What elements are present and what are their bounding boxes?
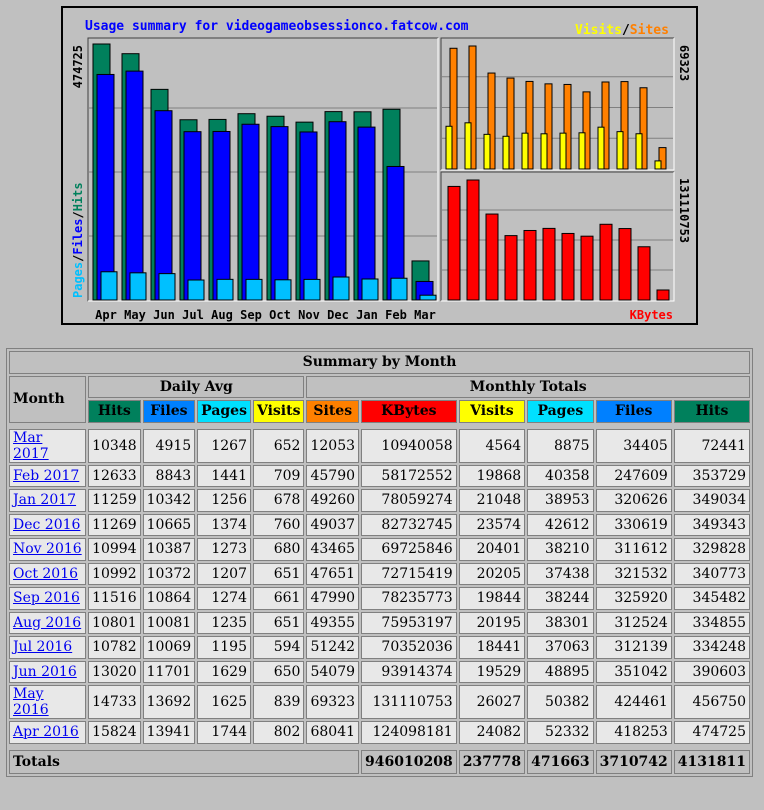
month-link[interactable]: Jan 2017 <box>13 492 77 509</box>
cell-d-visits: 839 <box>253 685 304 719</box>
kbytes-bar <box>657 290 669 300</box>
month-cell <box>9 587 86 610</box>
cell-d-files: 8843 <box>143 465 196 488</box>
files-bar <box>329 122 346 300</box>
cell-d-files: 10387 <box>143 538 196 561</box>
month-header: Month <box>9 376 86 423</box>
cell-pages: 37438 <box>527 563 593 586</box>
cell-d-hits: 10801 <box>88 612 141 635</box>
month-link[interactable]: Jun 2016 <box>13 663 77 680</box>
usage-chart-svg <box>63 8 696 323</box>
cell-kbytes: 75953197 <box>361 612 457 635</box>
kbytes-bar <box>448 186 460 300</box>
cell-visits: 19844 <box>459 587 525 610</box>
cell-hits: 334248 <box>674 636 750 659</box>
cell-visits: 20205 <box>459 563 525 586</box>
cell-pages: 38301 <box>527 612 593 635</box>
cell-sites: 69323 <box>306 685 359 719</box>
kbytes-bar <box>562 233 574 300</box>
x-tick-label: Mar <box>414 308 436 322</box>
pages-bar <box>304 279 320 300</box>
cell-files: 418253 <box>596 721 672 744</box>
cell-d-visits: 802 <box>253 721 304 744</box>
cell-hits: 329828 <box>674 538 750 561</box>
cell-kbytes: 82732745 <box>361 514 457 537</box>
cell-d-files: 10372 <box>143 563 196 586</box>
cell-d-visits: 760 <box>253 514 304 537</box>
kbytes-label: KBytes <box>629 308 673 322</box>
visits-bar <box>617 132 623 169</box>
cell-kbytes: 69725846 <box>361 538 457 561</box>
x-tick-label: Aug <box>211 308 233 322</box>
legend-sites: Sites <box>629 23 669 38</box>
month-cell <box>9 514 86 537</box>
cell-files: 34405 <box>596 429 672 463</box>
cell-d-hits: 12633 <box>88 465 141 488</box>
x-tick-label: Sep <box>240 308 262 322</box>
cell-d-visits: 652 <box>253 429 304 463</box>
x-tick-label: Jul <box>182 308 204 322</box>
x-tick-label: Feb <box>385 308 407 322</box>
x-tick-label: May <box>124 308 146 322</box>
x-tick-label: Nov <box>298 308 320 322</box>
cell-sites: 12053 <box>306 429 359 463</box>
cell-d-hits: 11259 <box>88 489 141 512</box>
cell-pages: 52332 <box>527 721 593 744</box>
cell-kbytes: 10940058 <box>361 429 457 463</box>
total-files: 3710742 <box>596 750 672 774</box>
cell-kbytes: 72715419 <box>361 563 457 586</box>
cell-visits: 21048 <box>459 489 525 512</box>
col-daily-visits: Visits <box>253 400 304 423</box>
cell-hits: 340773 <box>674 563 750 586</box>
month-cell <box>9 489 86 512</box>
cell-files: 321532 <box>596 563 672 586</box>
pages-bar <box>246 279 262 300</box>
visits-bar <box>446 126 452 169</box>
axis-label-hits: Hits <box>71 182 85 212</box>
cell-kbytes: 78235773 <box>361 587 457 610</box>
cell-hits: 390603 <box>674 661 750 684</box>
table-row <box>9 489 750 512</box>
cell-pages: 37063 <box>527 636 593 659</box>
cell-d-visits: 650 <box>253 661 304 684</box>
x-tick-label: Jan <box>356 308 378 322</box>
cell-pages: 8875 <box>527 429 593 463</box>
cell-d-pages: 1629 <box>197 661 251 684</box>
cell-sites: 49037 <box>306 514 359 537</box>
month-cell <box>9 661 86 684</box>
cell-d-visits: 651 <box>253 612 304 635</box>
pages-bar <box>333 277 349 300</box>
cell-pages: 38953 <box>527 489 593 512</box>
cell-hits: 456750 <box>674 685 750 719</box>
cell-d-hits: 14733 <box>88 685 141 719</box>
cell-hits: 345482 <box>674 587 750 610</box>
cell-files: 247609 <box>596 465 672 488</box>
cell-visits: 24082 <box>459 721 525 744</box>
cell-files: 312139 <box>596 636 672 659</box>
cell-kbytes: 124098181 <box>361 721 457 744</box>
summary-table <box>6 348 753 777</box>
graph-legend <box>575 23 669 38</box>
cell-hits: 72441 <box>674 429 750 463</box>
cell-kbytes: 93914374 <box>361 661 457 684</box>
cell-d-visits: 709 <box>253 465 304 488</box>
pages-bar <box>130 273 146 300</box>
cell-d-files: 13941 <box>143 721 196 744</box>
cell-d-pages: 1207 <box>197 563 251 586</box>
table-row <box>9 538 750 561</box>
cell-visits: 4564 <box>459 429 525 463</box>
table-row <box>9 612 750 635</box>
col-sites: Sites <box>306 400 359 423</box>
cell-files: 424461 <box>596 685 672 719</box>
pages-bar <box>391 278 407 300</box>
cell-d-hits: 11516 <box>88 587 141 610</box>
cell-d-pages: 1195 <box>197 636 251 659</box>
legend-separator: / <box>621 23 630 38</box>
x-tick-label: Jun <box>153 308 175 322</box>
cell-hits: 474725 <box>674 721 750 744</box>
table-row <box>9 429 750 463</box>
kbytes-bar <box>638 247 650 300</box>
monthly-totals-header: Monthly Totals <box>306 376 750 399</box>
cell-sites: 51242 <box>306 636 359 659</box>
table-row <box>9 514 750 537</box>
cell-pages: 38244 <box>527 587 593 610</box>
cell-kbytes: 78059274 <box>361 489 457 512</box>
kbytes-bar <box>581 236 593 300</box>
cell-sites: 54079 <box>306 661 359 684</box>
daily-avg-header: Daily Avg <box>88 376 304 399</box>
month-link[interactable]: Feb 2017 <box>13 467 80 484</box>
month-cell <box>9 563 86 586</box>
month-link[interactable]: Apr 2016 <box>13 724 79 741</box>
cell-d-hits: 10992 <box>88 563 141 586</box>
table-row <box>9 465 750 488</box>
kbytes-bar <box>600 224 612 300</box>
visits-bar <box>522 133 528 169</box>
visits-bar <box>579 133 585 169</box>
kbytes-bar <box>467 180 479 300</box>
table-row <box>9 563 750 586</box>
cell-hits: 353729 <box>674 465 750 488</box>
pages-bar <box>159 274 175 300</box>
cell-d-hits: 10348 <box>88 429 141 463</box>
right-top-max-label: 69323 <box>677 45 691 82</box>
cell-files: 351042 <box>596 661 672 684</box>
cell-d-pages: 1625 <box>197 685 251 719</box>
files-bar <box>213 131 230 300</box>
cell-visits: 19868 <box>459 465 525 488</box>
cell-d-pages: 1235 <box>197 612 251 635</box>
cell-d-pages: 1744 <box>197 721 251 744</box>
summary-title: Summary by Month <box>9 351 750 374</box>
totals-label: Totals <box>9 750 359 774</box>
files-bar <box>271 127 288 300</box>
col-kbytes: KBytes <box>361 400 457 423</box>
cell-d-files: 10069 <box>143 636 196 659</box>
right-bottom-max-label: 131110753 <box>677 178 691 244</box>
table-row <box>9 661 750 684</box>
month-cell <box>9 429 86 463</box>
month-link[interactable]: Oct 2016 <box>13 565 79 582</box>
axis-label-files: Files <box>71 218 85 255</box>
cell-sites: 68041 <box>306 721 359 744</box>
cell-files: 325920 <box>596 587 672 610</box>
cell-visits: 20195 <box>459 612 525 635</box>
files-bar <box>300 132 317 300</box>
files-bar <box>155 111 172 300</box>
files-bar <box>358 127 375 300</box>
usage-graph <box>61 6 698 325</box>
cell-sites: 49355 <box>306 612 359 635</box>
cell-files: 330619 <box>596 514 672 537</box>
legend-visits: Visits <box>575 23 622 38</box>
cell-pages: 40358 <box>527 465 593 488</box>
cell-d-hits: 13020 <box>88 661 141 684</box>
visits-bar <box>484 134 490 169</box>
pages-bar <box>217 279 233 300</box>
pages-bar <box>275 280 291 300</box>
cell-d-files: 13692 <box>143 685 196 719</box>
total-kbytes: 946010208 <box>361 750 457 774</box>
cell-hits: 349034 <box>674 489 750 512</box>
cell-visits: 18441 <box>459 636 525 659</box>
x-tick-label: Oct <box>269 308 291 322</box>
cell-sites: 47990 <box>306 587 359 610</box>
x-tick-label: Apr <box>95 308 117 322</box>
cell-d-hits: 15824 <box>88 721 141 744</box>
visits-bar <box>560 133 566 169</box>
cell-d-visits: 661 <box>253 587 304 610</box>
cell-d-files: 10342 <box>143 489 196 512</box>
month-cell <box>9 612 86 635</box>
kbytes-bar <box>486 214 498 300</box>
cell-files: 320626 <box>596 489 672 512</box>
kbytes-bar <box>524 230 536 300</box>
left-axis-series-label <box>71 182 85 298</box>
cell-d-visits: 651 <box>253 563 304 586</box>
cell-kbytes: 131110753 <box>361 685 457 719</box>
cell-d-files: 10665 <box>143 514 196 537</box>
month-link[interactable]: Jul 2016 <box>13 639 73 656</box>
cell-d-visits: 678 <box>253 489 304 512</box>
month-link[interactable]: Dec 2016 <box>13 516 81 533</box>
cell-visits: 26027 <box>459 685 525 719</box>
total-visits: 237778 <box>459 750 525 774</box>
cell-d-pages: 1274 <box>197 587 251 610</box>
pages-bar <box>420 295 436 300</box>
month-link[interactable]: Aug 2016 <box>13 614 82 631</box>
totals-row <box>9 750 750 774</box>
axis-label-separator-1: / <box>71 254 85 262</box>
files-bar <box>242 124 259 300</box>
col-daily-files: Files <box>143 400 196 423</box>
visits-bar <box>655 161 661 169</box>
kbytes-bar <box>505 236 517 300</box>
cell-kbytes: 70352036 <box>361 636 457 659</box>
table-row <box>9 685 750 719</box>
visits-bar <box>503 136 509 169</box>
cell-d-hits: 10994 <box>88 538 141 561</box>
cell-sites: 45790 <box>306 465 359 488</box>
cell-d-files: 10864 <box>143 587 196 610</box>
cell-d-pages: 1273 <box>197 538 251 561</box>
graph-title: Usage summary for videogameobsessionco.fatcow.com <box>85 19 469 34</box>
month-link[interactable]: Nov 2016 <box>13 541 82 558</box>
month-cell <box>9 465 86 488</box>
cell-pages: 48895 <box>527 661 593 684</box>
axis-label-pages: Pages <box>71 261 85 298</box>
cell-files: 311612 <box>596 538 672 561</box>
pages-bar <box>188 280 204 300</box>
cell-kbytes: 58172552 <box>361 465 457 488</box>
cell-hits: 349343 <box>674 514 750 537</box>
cell-pages: 42612 <box>527 514 593 537</box>
table-row <box>9 636 750 659</box>
total-pages: 471663 <box>527 750 593 774</box>
cell-pages: 50382 <box>527 685 593 719</box>
cell-d-files: 4915 <box>143 429 196 463</box>
total-hits: 4131811 <box>674 750 750 774</box>
files-bar <box>126 71 143 300</box>
cell-hits: 334855 <box>674 612 750 635</box>
cell-d-pages: 1256 <box>197 489 251 512</box>
col-visits: Visits <box>459 400 525 423</box>
cell-d-files: 10081 <box>143 612 196 635</box>
pages-bar <box>101 272 117 300</box>
files-bar <box>97 74 114 300</box>
month-link[interactable]: Mar 2017 <box>13 429 49 462</box>
cell-visits: 19529 <box>459 661 525 684</box>
cell-d-hits: 10782 <box>88 636 141 659</box>
month-link[interactable]: Sep 2016 <box>13 590 80 607</box>
month-cell <box>9 636 86 659</box>
cell-sites: 43465 <box>306 538 359 561</box>
col-daily-pages: Pages <box>197 400 251 423</box>
cell-visits: 23574 <box>459 514 525 537</box>
col-hits: Hits <box>674 400 750 423</box>
kbytes-bar <box>543 228 555 300</box>
col-daily-hits: Hits <box>88 400 141 423</box>
cell-files: 312524 <box>596 612 672 635</box>
cell-d-visits: 594 <box>253 636 304 659</box>
visits-bar <box>598 127 604 169</box>
table-row <box>9 587 750 610</box>
col-files: Files <box>596 400 672 423</box>
month-link[interactable]: May 2016 <box>13 686 49 718</box>
table-row <box>9 721 750 744</box>
cell-sites: 49260 <box>306 489 359 512</box>
cell-d-hits: 11269 <box>88 514 141 537</box>
cell-d-pages: 1267 <box>197 429 251 463</box>
axis-label-separator-2: / <box>71 211 85 219</box>
visits-bar <box>636 134 642 169</box>
cell-sites: 47651 <box>306 563 359 586</box>
month-cell <box>9 538 86 561</box>
month-cell <box>9 721 86 744</box>
files-bar <box>184 132 201 300</box>
col-pages: Pages <box>527 400 593 423</box>
x-tick-label: Dec <box>327 308 349 322</box>
pages-bar <box>362 279 378 300</box>
cell-visits: 20401 <box>459 538 525 561</box>
cell-d-pages: 1374 <box>197 514 251 537</box>
visits-bar <box>541 134 547 169</box>
left-axis-max-label: 474725 <box>71 45 85 89</box>
visits-bar <box>465 123 471 169</box>
month-cell <box>9 685 86 719</box>
cell-d-visits: 680 <box>253 538 304 561</box>
cell-d-pages: 1441 <box>197 465 251 488</box>
cell-pages: 38210 <box>527 538 593 561</box>
cell-d-files: 11701 <box>143 661 196 684</box>
kbytes-bar <box>619 229 631 300</box>
